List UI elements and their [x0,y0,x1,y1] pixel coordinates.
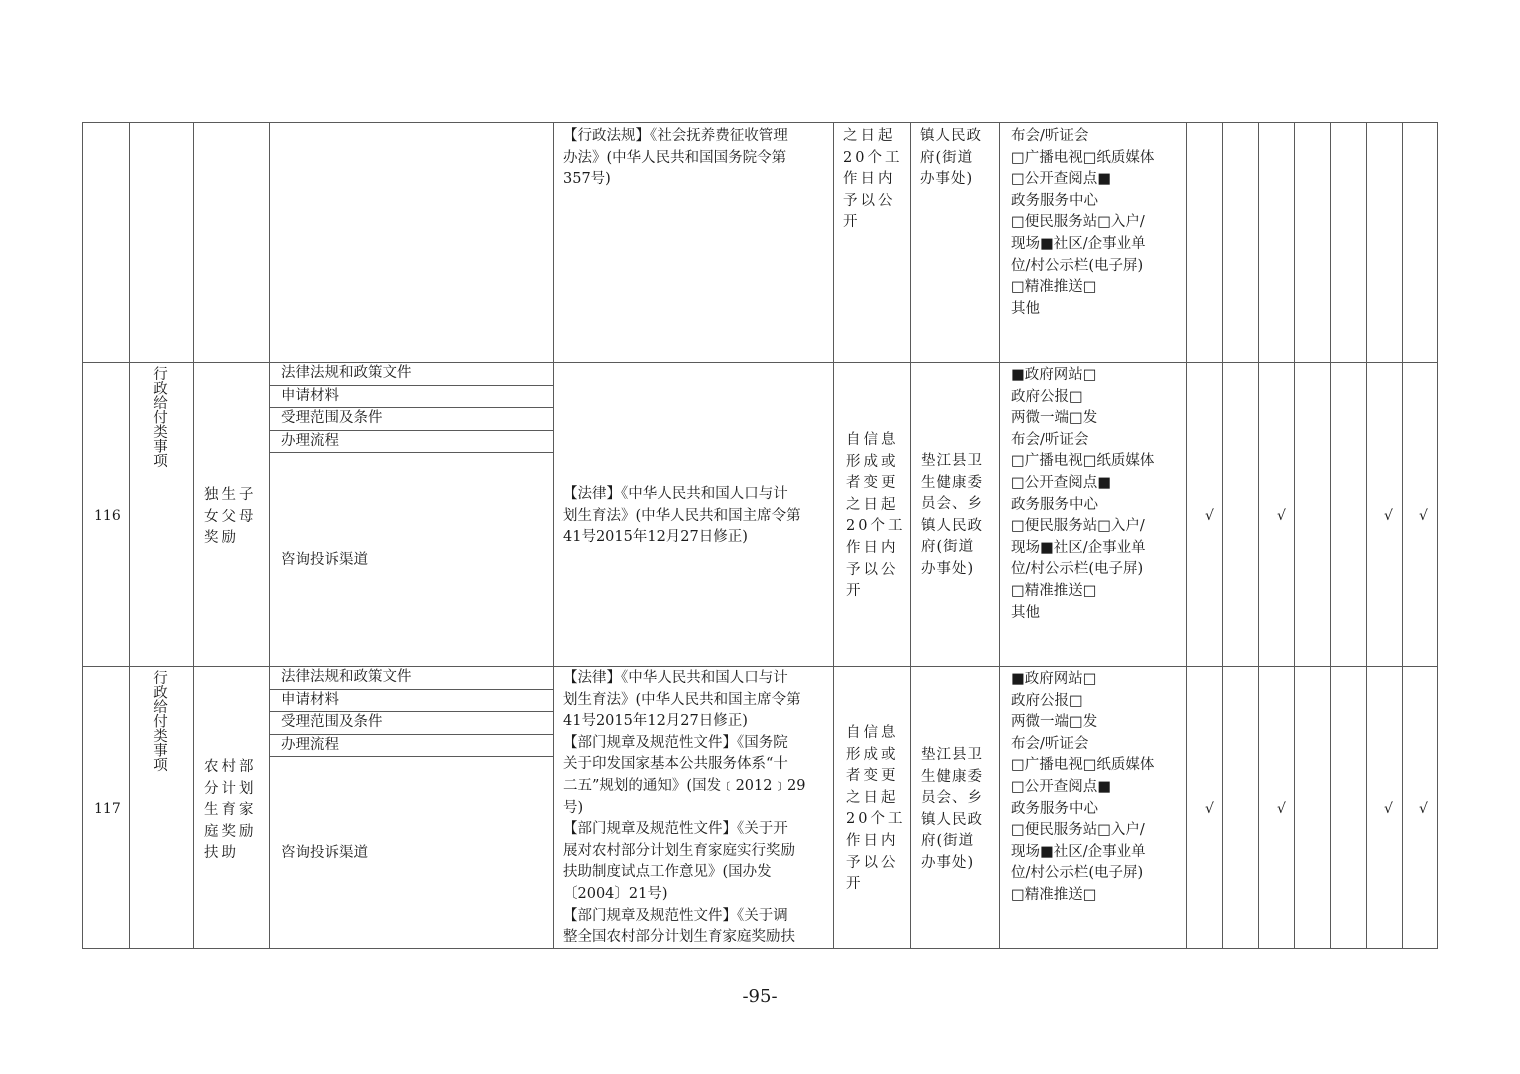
row-seq: 116 [94,508,121,524]
content-item: 法律法规和政策文件 [281,365,412,381]
content-item: 申请材料 [281,692,339,708]
col-border [82,122,83,949]
check-mark: √ [1205,508,1214,524]
row-item-name: 独生子 女父母 奖励 [204,487,257,547]
disclosure-time-limit: 之日起 20个工 作日内 予以公 开 [843,128,903,231]
col-border [1402,122,1403,949]
content-item: 受理范围及条件 [281,410,383,426]
check-mark: √ [1205,801,1214,817]
col-border [1437,122,1438,949]
disclosure-subject: 垫江县卫 生健康委 员会、乡 镇人民政 府(街道 办事处) [921,453,983,577]
disclosure-channels: ■政府网站□ 政府公报□ 两微一端□发 布会/听证会 □广播电视□纸质媒体 □公开查阅点■ 政务服务中心 □便民服务站□入户/ 现场■社区/企事业单 位/村公示栏(电子屏) □精准推送□ 其他 [1011,367,1155,621]
check-mark: √ [1277,801,1286,817]
content-item: 法律法规和政策文件 [281,669,412,685]
disclosure-subject: 镇人民政 府(街道 办事处) [920,128,982,188]
content-item: 咨询投诉渠道 [281,845,368,861]
check-mark: √ [1384,801,1393,817]
disclosure-basis: 【法律】《中华人民共和国人口与计 划生育法》(中华人民共和国主席令第 41号2015年12月27日修正) 【部门规章及规范性文件】《国务院 关于印发国家基本公共服务体系“十 二五”规划的通知》(国发﹝2012﹞29 号) 【部门规章及规范性文件】《关于开 展对农村部分计划生育家庭实行奖励 扶助制度试点工作意见》(国办发 〔2004〕21号) 【部门规章及规范性文件】《关于调 整全国农村部分计划生育家庭奖励扶 [563,670,806,946]
table-border-top [82,122,1438,123]
col-border [553,122,554,949]
check-mark: √ [1419,508,1428,524]
check-mark: √ [1384,508,1393,524]
col-border [833,122,834,949]
col-border [193,122,194,949]
col-border [999,122,1000,949]
col-border [129,122,130,949]
check-mark: √ [1419,801,1428,817]
disclosure-channels: ■政府网站□ 政府公报□ 两微一端□发 布会/听证会 □广播电视□纸质媒体 □公开查阅点■ 政务服务中心 □便民服务站□入户/ 现场■社区/企事业单 位/村公示栏(电子屏) □精准推送□ [1011,671,1155,903]
row-item-name: 农村部 分计划 生育家 庭奖励 扶助 [204,759,257,862]
disclosure-time-limit: 自信息 形成或 者变更 之日起 20个工 作日内 予以公 开 [846,432,906,600]
row-seq: 117 [94,801,121,817]
check-mark: √ [1277,508,1286,524]
disclosure-channels: 布会/听证会 □广播电视□纸质媒体 □公开查阅点■ 政务服务中心 □便民服务站□入户/ 现场■社区/企事业单 位/村公示栏(电子屏) □精准推送□ 其他 [1011,128,1155,317]
col-border [1330,122,1331,949]
content-item: 咨询投诉渠道 [281,552,368,568]
col-border [1366,122,1367,949]
content-item: 受理范围及条件 [281,714,383,730]
page-number: -95- [742,986,778,1007]
content-item: 办理流程 [281,737,339,753]
col-border [1222,122,1223,949]
disclosure-basis: 【行政法规】《社会抚养费征收管理 办法》(中华人民共和国国务院令第 357号) [563,128,788,188]
col-border [1186,122,1187,949]
content-item: 办理流程 [281,433,339,449]
row-category: 行政给付类事项 [151,670,167,772]
content-item: 申请材料 [281,388,339,404]
col-border [269,122,270,949]
col-border [910,122,911,949]
col-border [1258,122,1259,949]
disclosure-time-limit: 自信息 形成或 者变更 之日起 20个工 作日内 予以公 开 [846,725,906,893]
disclosure-basis: 【法律】《中华人民共和国人口与计 划生育法》(中华人民共和国主席令第 41号2015年12月27日修正) [563,486,801,546]
disclosure-subject: 垫江县卫 生健康委 员会、乡 镇人民政 府(街道 办事处) [921,747,983,871]
row-category: 行政给付类事项 [151,366,167,468]
col-border [1294,122,1295,949]
